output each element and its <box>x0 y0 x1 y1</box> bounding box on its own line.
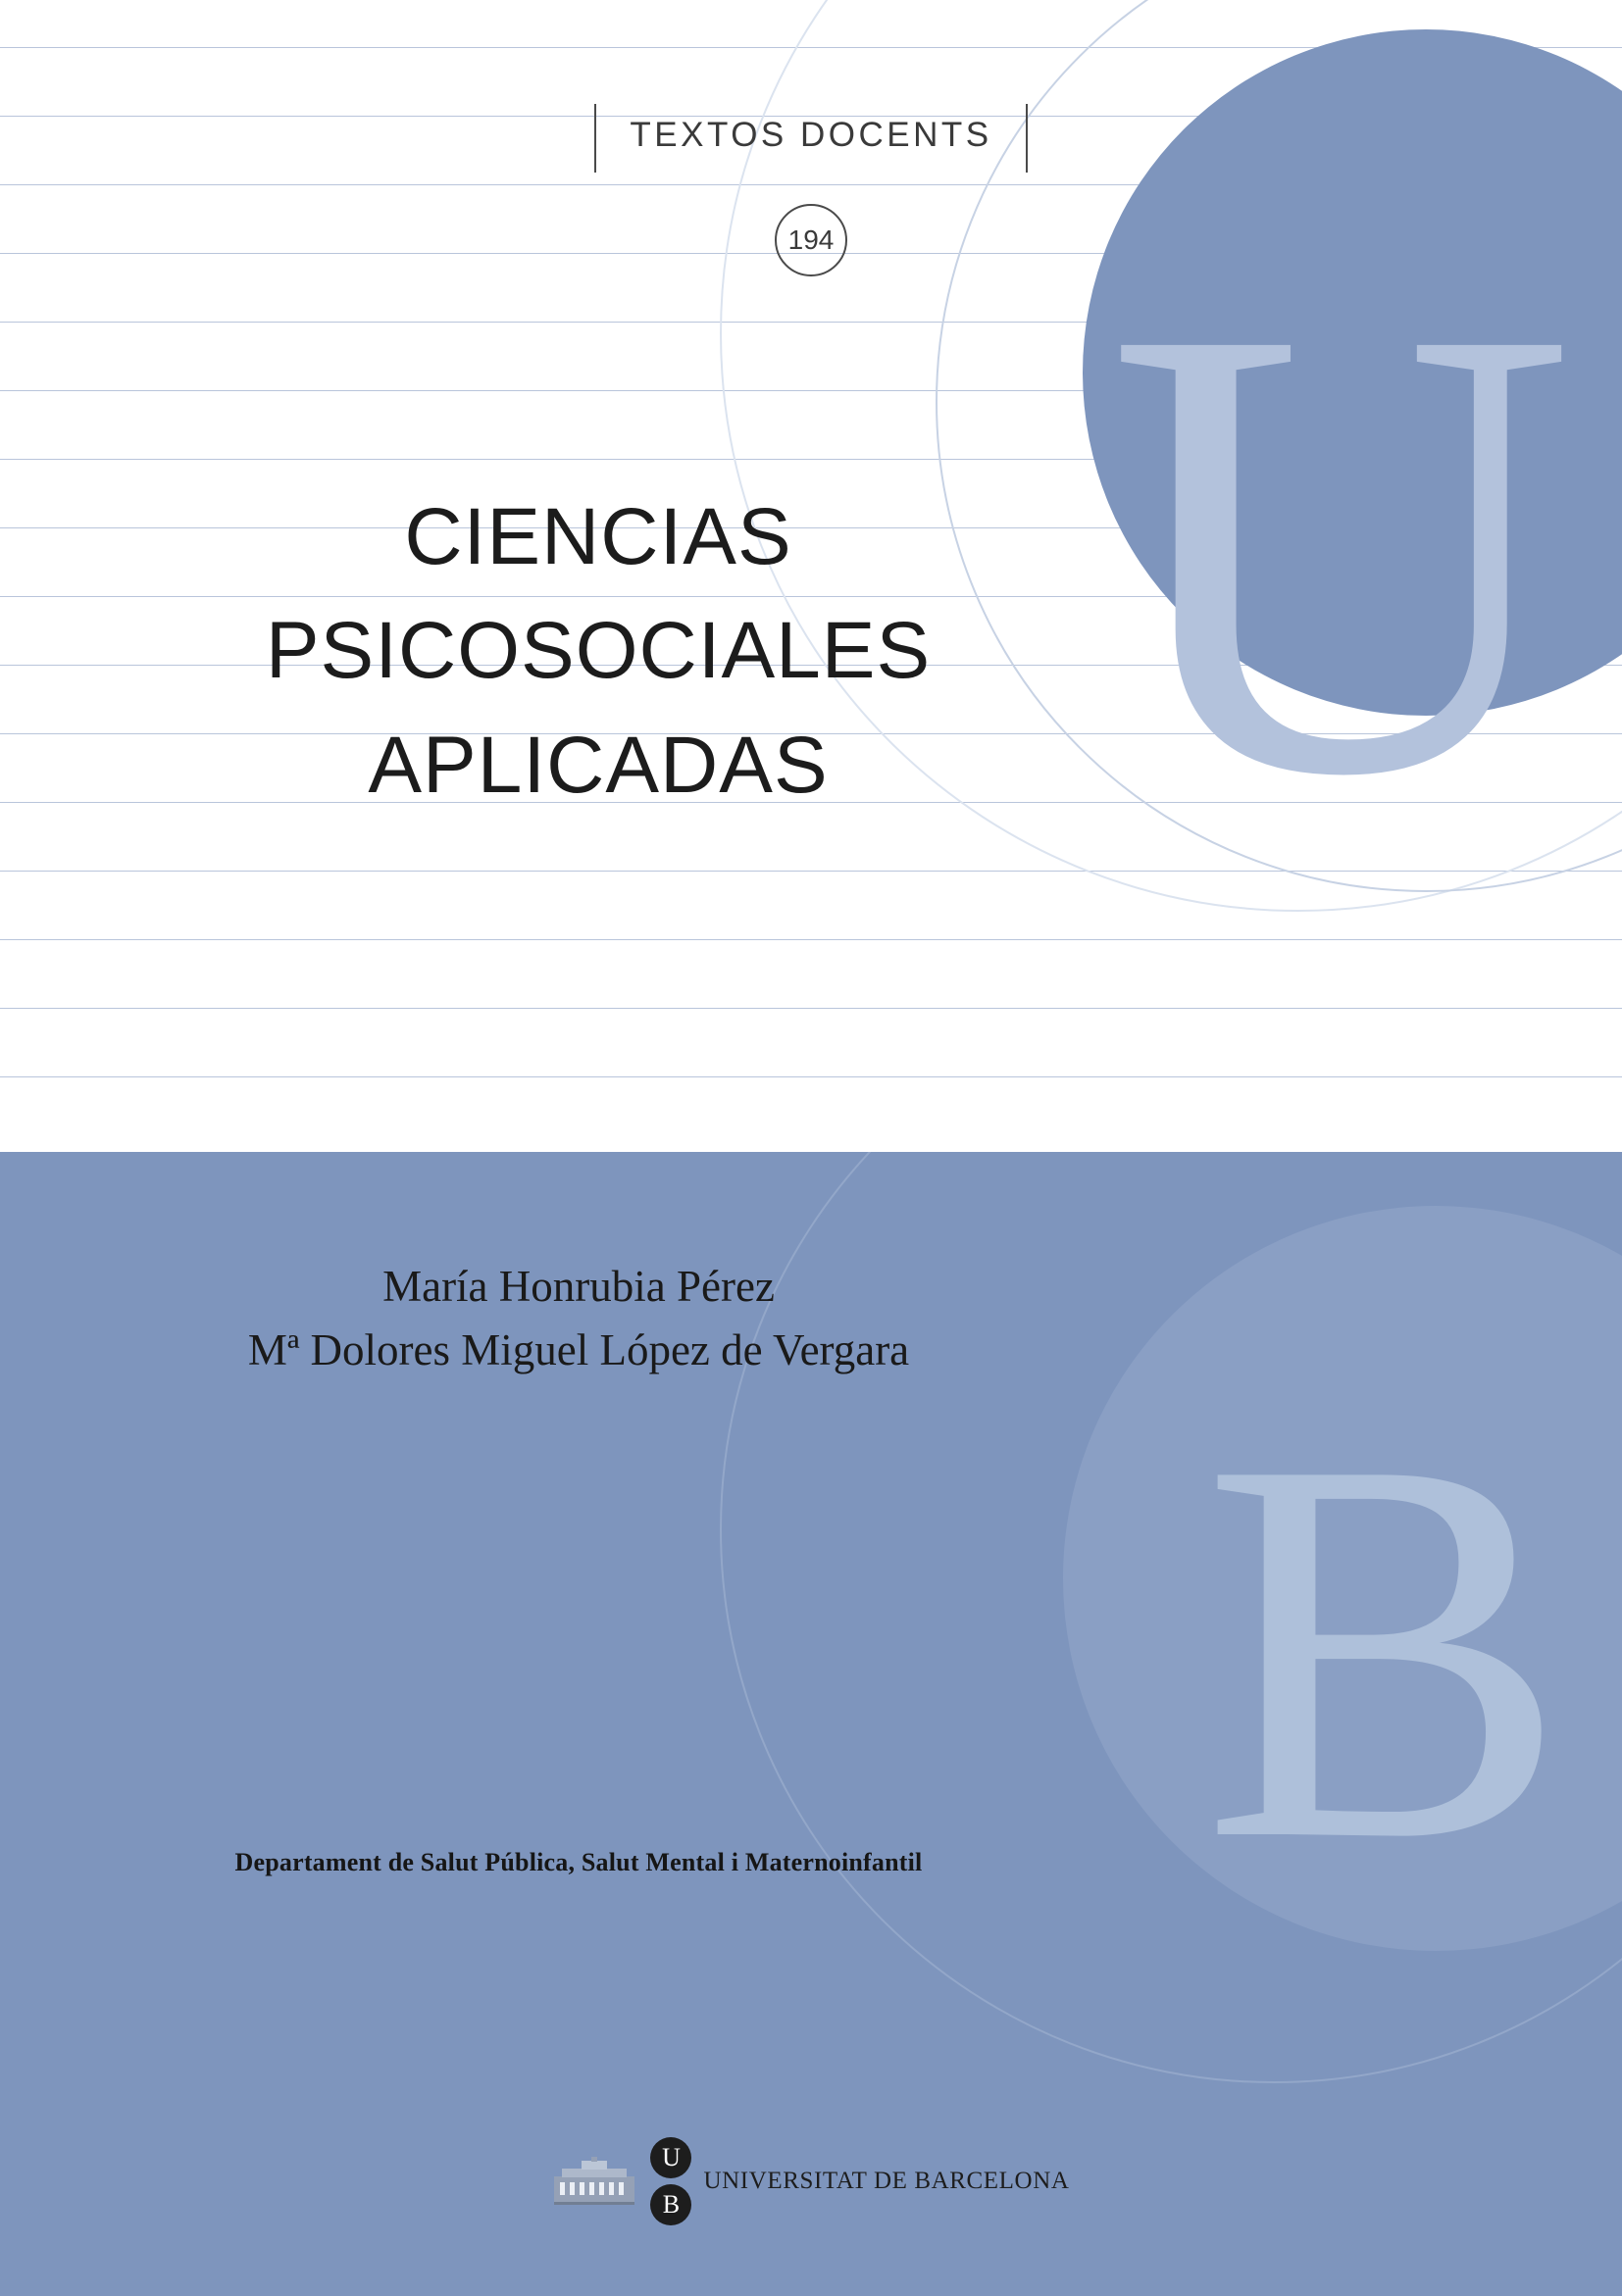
series-header-rules <box>594 116 1027 155</box>
publisher-initial-u: U <box>650 2137 691 2178</box>
author-list <box>0 1255 1157 1383</box>
author-name-2: Mª Dolores Miguel López de Vergara <box>247 1325 910 1375</box>
publisher-initial-b: B <box>650 2184 691 2225</box>
watermark-letter-u: U <box>1107 192 1575 909</box>
series-number-container <box>0 204 1622 276</box>
title-line-3: APLICADAS <box>368 720 829 810</box>
department-label: Departament de Salut Pública, Salut Mental i Maternoinfantil <box>234 1848 923 1876</box>
series-label: TEXTOS DOCENTS <box>630 116 992 154</box>
publisher-name: UNIVERSITAT DE BARCELONA <box>703 2168 1070 2194</box>
author-name-1: María Honrubia Pérez <box>382 1262 775 1311</box>
title-line-2: PSICOSOCIALES <box>265 606 932 696</box>
series-number-badge: 194 <box>775 204 847 276</box>
publisher-initials <box>650 2137 691 2225</box>
department-block <box>0 1848 1157 1877</box>
series-header <box>0 116 1622 155</box>
watermark-letter-b: B <box>1201 1346 1568 1954</box>
university-building-icon <box>552 2157 636 2206</box>
publisher-logo <box>0 2137 1622 2225</box>
page-title <box>108 480 1089 823</box>
title-line-1: CIENCIAS <box>404 492 792 581</box>
